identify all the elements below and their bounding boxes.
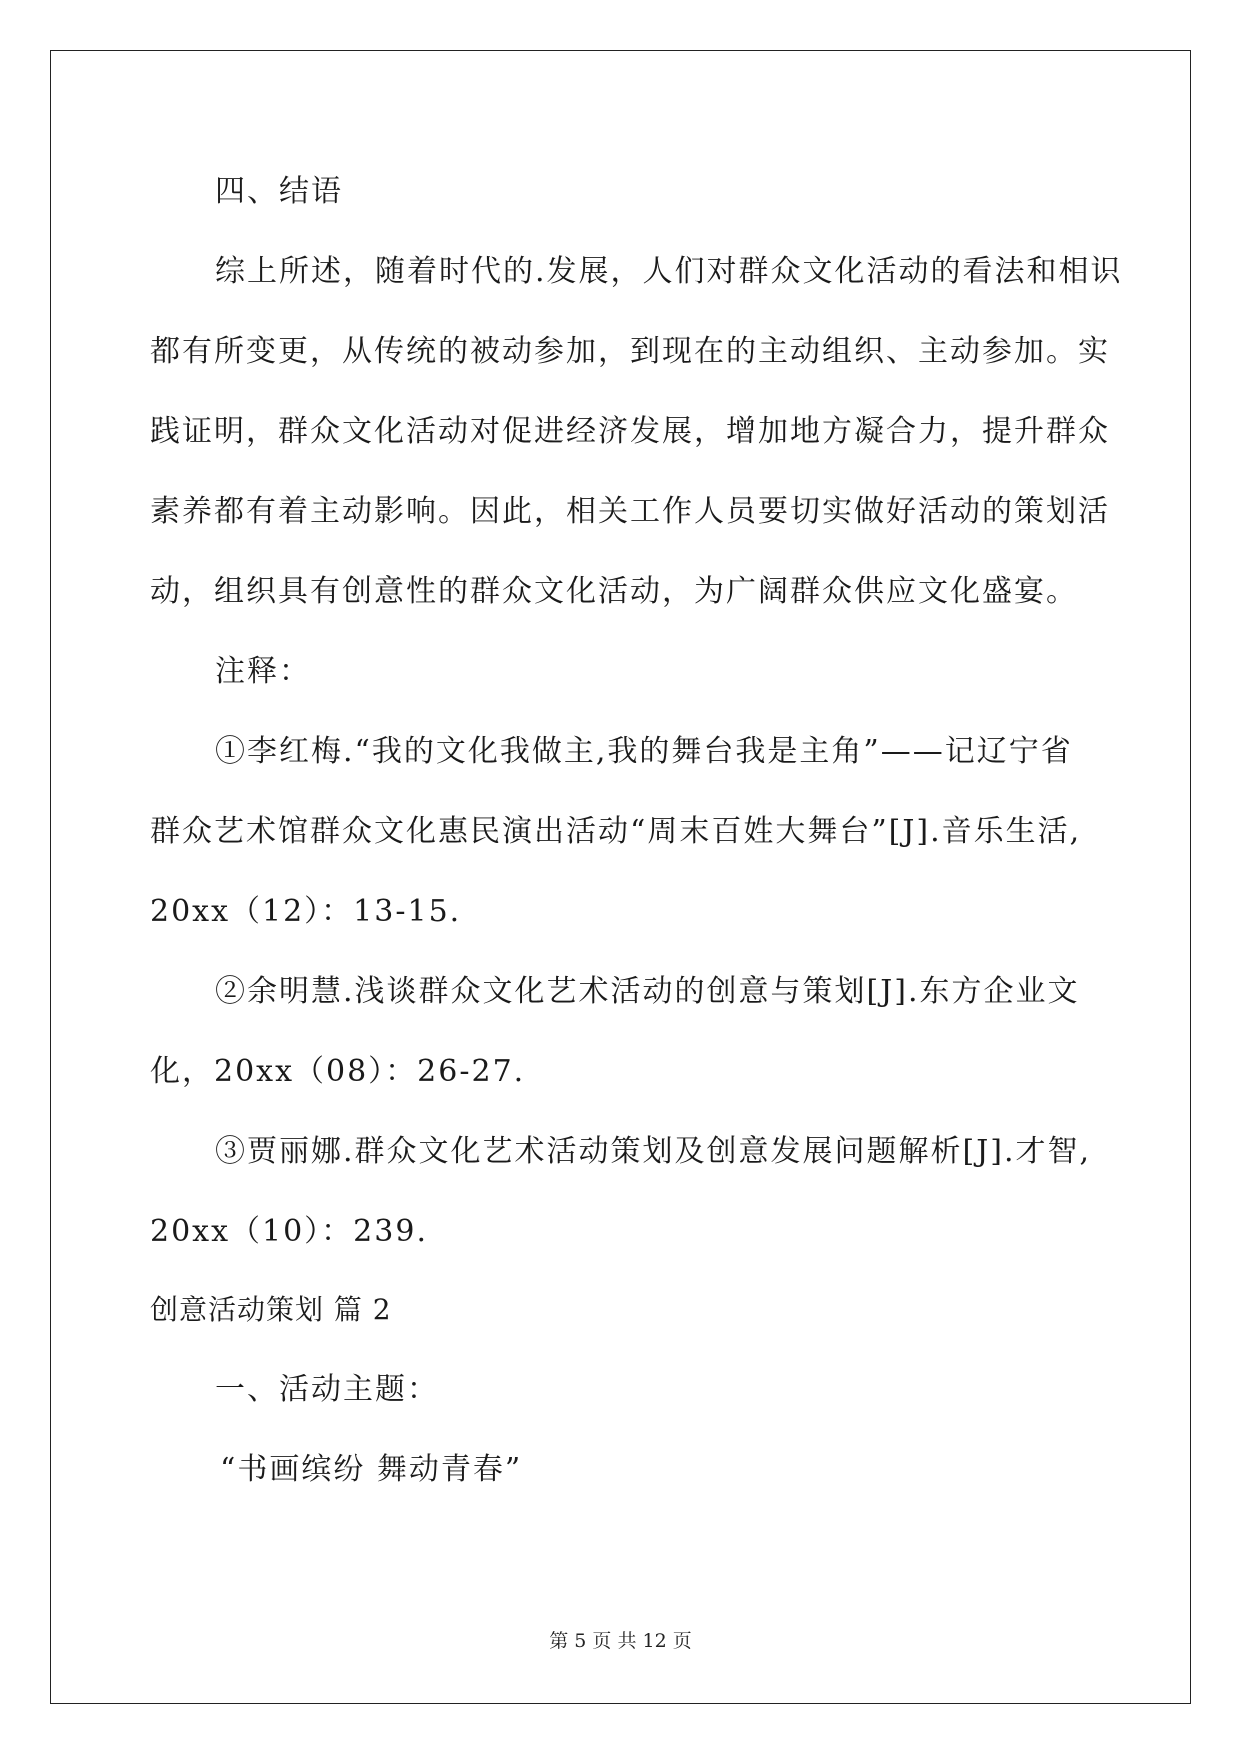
reference-line: 群众艺术馆群众文化惠民演出活动“周末百姓大舞台”[J].音乐生活, (150, 814, 1082, 849)
paragraph-line: 都有所变更，从传统的被动参加，到现在的主动组织、主动参加。实 (150, 334, 1110, 369)
reference-line: 20xx（10）：239. (150, 1214, 428, 1249)
section-heading: 一、活动主题： (215, 1372, 439, 1407)
reference-line: ①李红梅.“我的文化我做主,我的舞台我是主角”——记辽宁省 (215, 734, 1073, 769)
notes-heading: 注释： (215, 654, 311, 689)
paragraph-line: 动，组织具有创意性的群众文化活动，为广阔群众供应文化盛宴。 (150, 574, 1078, 609)
activity-theme: “书画缤纷 舞动青春” (220, 1452, 523, 1487)
article-title: 创意活动策划 篇 2 (150, 1293, 392, 1326)
paragraph-line: 综上所述，随着时代的.发展，人们对群众文化活动的看法和相识 (215, 254, 1123, 289)
reference-line: 化，20xx（08）：26-27. (150, 1054, 526, 1089)
reference-line: ②余明慧.浅谈群众文化艺术活动的创意与策划[J].东方企业文 (215, 974, 1080, 1009)
page-number: 第 5 页 共 12 页 (549, 1630, 692, 1652)
section-heading: 四、结语 (215, 174, 343, 209)
reference-line: ③贾丽娜.群众文化艺术活动策划及创意发展问题解析[J].才智, (215, 1134, 1092, 1169)
paragraph-line: 践证明，群众文化活动对促进经济发展，增加地方凝合力，提升群众 (150, 414, 1110, 449)
reference-line: 20xx（12）：13-15. (150, 894, 462, 929)
paragraph-line: 素养都有着主动影响。因此，相关工作人员要切实做好活动的策划活 (150, 494, 1110, 529)
